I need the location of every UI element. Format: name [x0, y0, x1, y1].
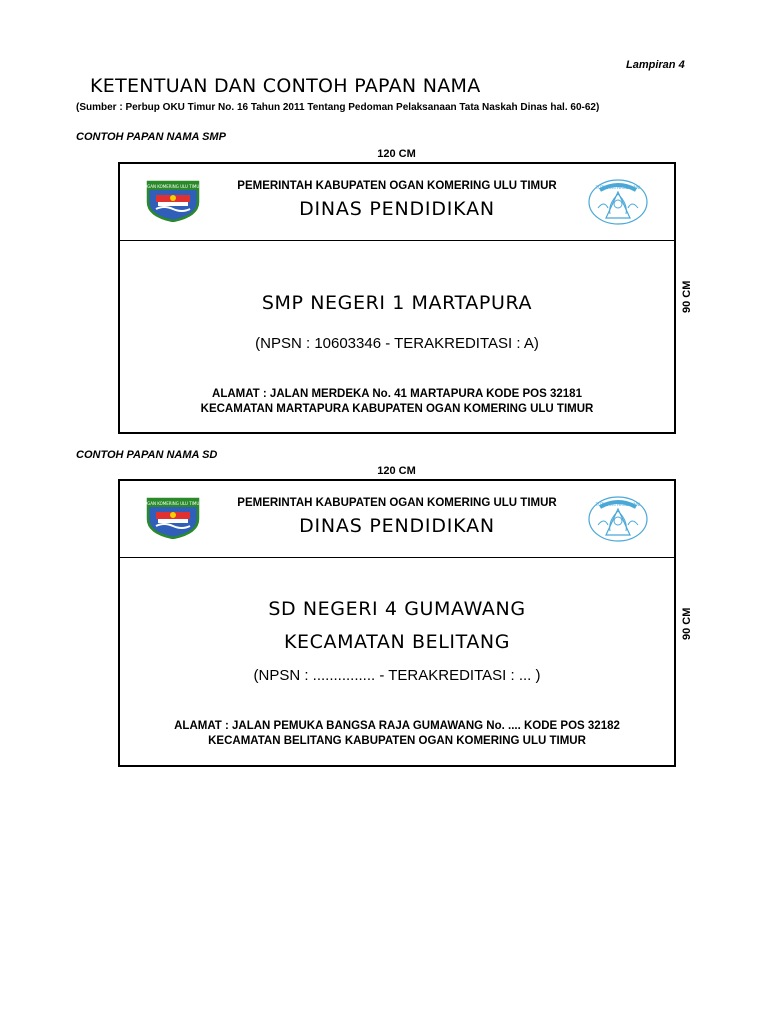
height-dimension-smp: 90 CM [681, 280, 693, 313]
department-name: DINAS PENDIDIKAN [299, 198, 495, 220]
name-board-smp [118, 162, 676, 434]
name-board-sd [118, 479, 676, 767]
crest-banner-text: OGAN KOMERING ULU TIMUR [144, 184, 202, 189]
government-name: PEMERINTAH KABUPATEN OGAN KOMERING ULU TIMUR [237, 180, 557, 192]
emblem-banner-text: TUT WURI HANDAYANI [595, 502, 641, 507]
tut-wuri-handayani-icon [586, 178, 650, 226]
board-header-sd [120, 481, 674, 558]
school-name: SD NEGERI 4 GUMAWANG [268, 598, 526, 620]
board-header-smp [120, 164, 674, 241]
width-dimension-sd: 120 CM [377, 465, 416, 477]
address [120, 387, 674, 417]
section-label-sd: CONTOH PAPAN NAMA SD [76, 449, 218, 461]
department-name: DINAS PENDIDIKAN [299, 515, 495, 537]
lampiran-label: Lampiran 4 [626, 59, 685, 71]
government-name: PEMERINTAH KABUPATEN OGAN KOMERING ULU TIMUR [237, 497, 557, 509]
npsn-accreditation: (NPSN : ............... - TERAKREDITASI : ... ) [253, 667, 541, 684]
address-line-1: ALAMAT : JALAN MERDEKA No. 41 MARTAPURA KODE POS 32181 [212, 388, 582, 400]
crest-banner-text: OGAN KOMERING ULU TIMUR [144, 501, 202, 506]
npsn-accreditation: (NPSN : 10603346 - TERAKREDITASI : A) [255, 335, 539, 352]
address [120, 719, 674, 749]
tut-wuri-handayani-icon [586, 495, 650, 543]
emblem-banner-text: TUT WURI HANDAYANI [595, 185, 641, 190]
address-line-2: KECAMATAN BELITANG KABUPATEN OGAN KOMERING ULU TIMUR [208, 735, 586, 747]
height-dimension-sd: 90 CM [681, 607, 693, 640]
school-district: KECAMATAN BELITANG [283, 631, 511, 653]
width-dimension-smp: 120 CM [377, 148, 416, 160]
section-label-smp: CONTOH PAPAN NAMA SMP [76, 131, 226, 143]
address-line-1: ALAMAT : JALAN PEMUKA BANGSA RAJA GUMAWANG No. .... KODE POS 32182 [174, 720, 620, 732]
school-name: SMP NEGERI 1 MARTAPURA [261, 292, 533, 314]
source-note: (Sumber : Perbup OKU Timur No. 16 Tahun 2011 Tentang Pedoman Pelaksanaan Tata Naskah Dinas hal. 60-62) [76, 102, 600, 113]
address-line-2: KECAMATAN MARTAPURA KABUPATEN OGAN KOMERING ULU TIMUR [200, 403, 594, 415]
page-title: KETENTUAN DAN CONTOH PAPAN NAMA [90, 75, 481, 97]
